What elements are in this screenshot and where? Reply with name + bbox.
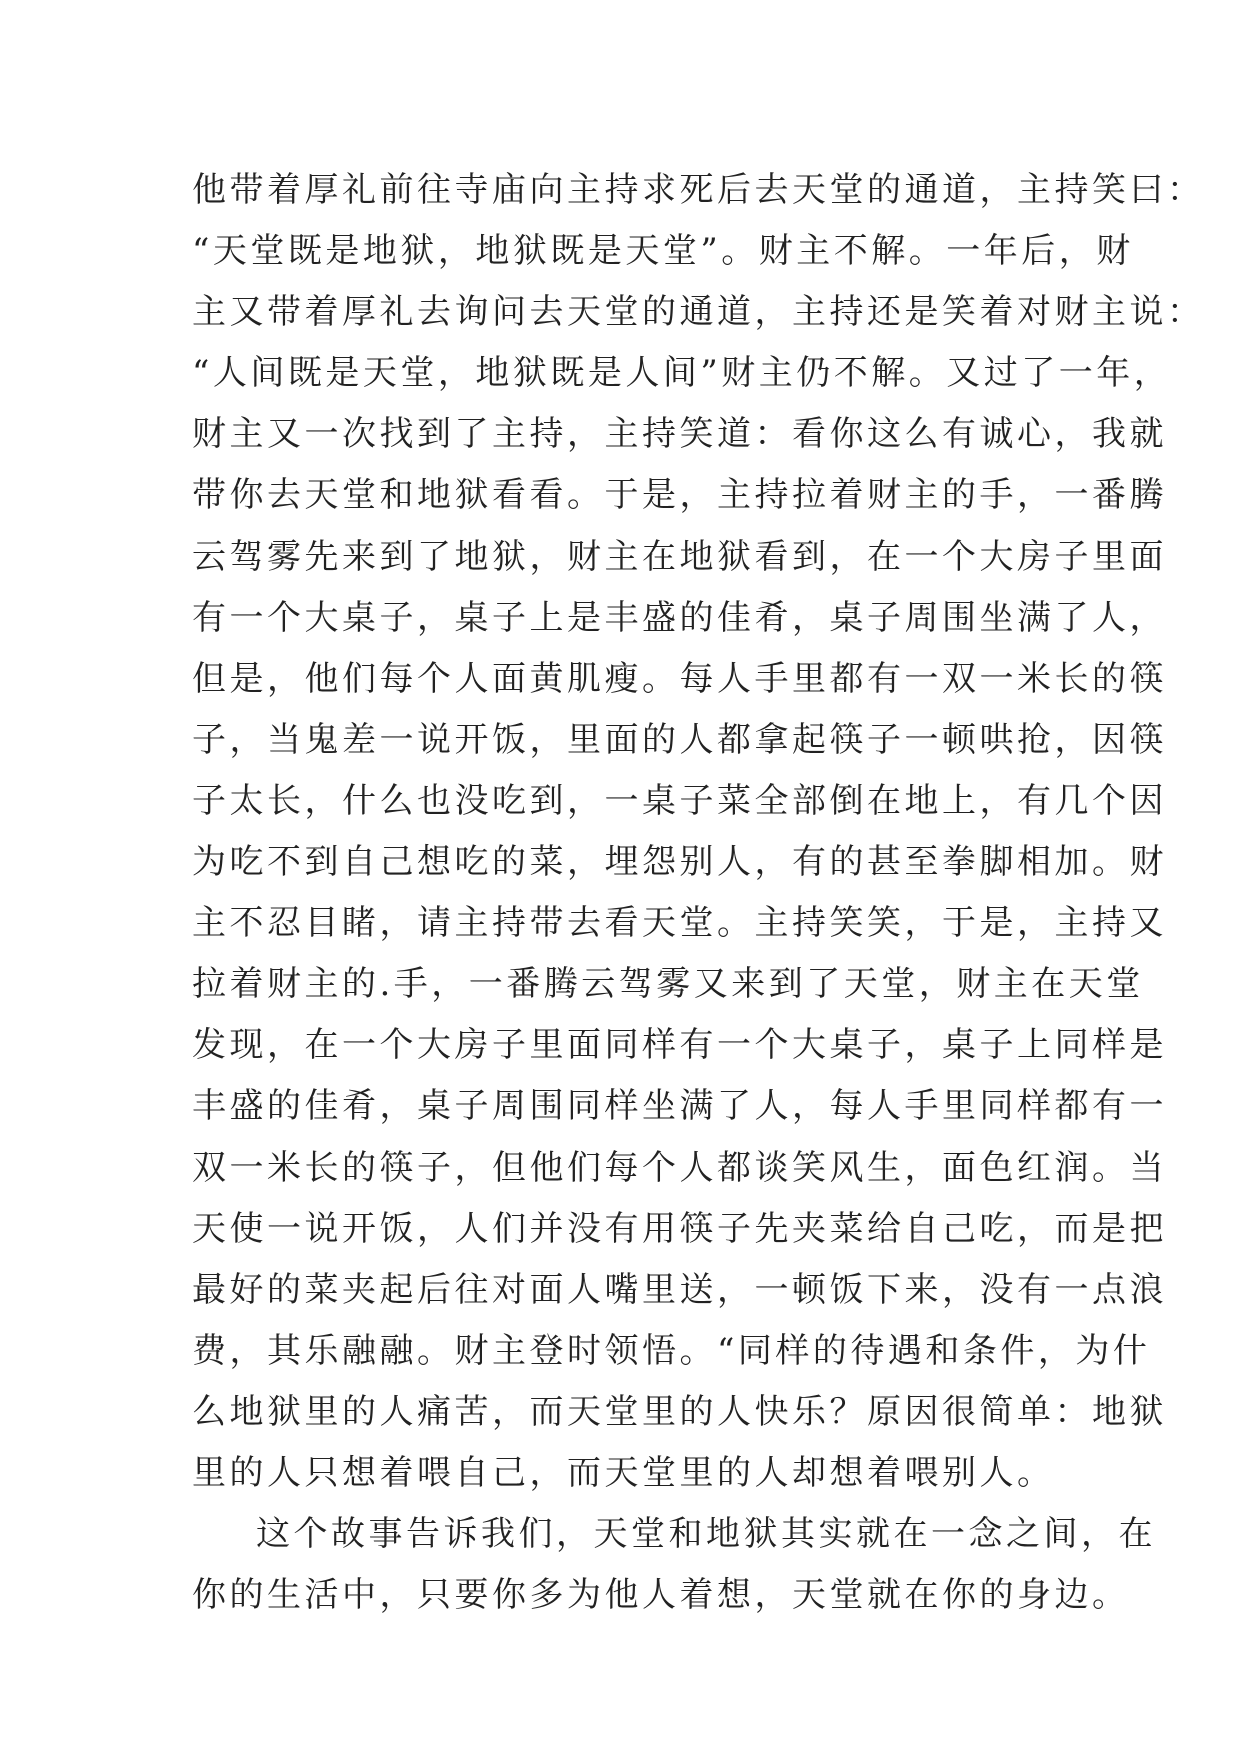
text-line: 子太长，什么也没吃到，一桌子菜全部倒在地上，有几个因: [192, 780, 1167, 821]
text-line: 么地狱里的人痛苦，而天堂里的人快乐？原因很简单：地狱: [192, 1391, 1167, 1432]
text-line: “天堂既是地狱，地狱既是天堂”。财主不解。一年后，财: [192, 231, 1134, 272]
text-line: 子，当鬼差一说开饭，里面的人都拿起筷子一顿哄抢，因筷: [192, 719, 1167, 760]
text-line: “人间既是天堂，地狱既是人间”财主仍不解。又过了一年，: [192, 353, 1172, 394]
story-text: [192, 160, 1205, 1626]
text-line: 双一米长的筷子，但他们每个人都谈笑风生，面色红润。当: [192, 1147, 1167, 1188]
text-line: 但是，他们每个人面黄肌瘦。每人手里都有一双一米长的筷: [192, 658, 1167, 699]
text-line: 主不忍目睹，请主持带去看天堂。主持笑笑，于是，主持又: [192, 903, 1167, 944]
text-line: 主又带着厚礼去询问去天堂的通道，主持还是笑着对财主说：: [192, 292, 1205, 333]
text-line: 有一个大桌子，桌子上是丰盛的佳肴，桌子周围坐满了人，: [192, 597, 1167, 638]
text-line: 里的人只想着喂自己，而天堂里的人却想着喂别人。: [192, 1452, 1055, 1493]
text-line: 费，其乐融融。财主登时领悟。“同样的待遇和条件，为什: [192, 1330, 1151, 1371]
text-line: 发现，在一个大房子里面同样有一个大桌子，桌子上同样是: [192, 1025, 1167, 1066]
text-line: 他带着厚礼前往寺庙向主持求死后去天堂的通道，主持笑曰：: [192, 170, 1205, 210]
text-line: 丰盛的佳肴，桌子周围同样坐满了人，每人手里同样都有一: [192, 1086, 1167, 1127]
text-line: 你的生活中，只要你多为他人着想，天堂就在你的身边。: [192, 1575, 1130, 1616]
text-line: 拉着财主的.手，一番腾云驾雾又来到了天堂，财主在天堂: [192, 964, 1144, 1005]
text-line: 财主又一次找到了主持，主持笑道：看你这么有诚心，我就: [192, 414, 1167, 455]
text-line: 云驾雾先来到了地狱，财主在地狱看到，在一个大房子里面: [192, 536, 1167, 577]
paragraph-start-line: 这个故事告诉我们，天堂和地狱其实就在一念之间，在: [256, 1514, 1156, 1555]
text-line: 最好的菜夹起后往对面人嘴里送，一顿饭下来，没有一点浪: [192, 1269, 1167, 1310]
text-line: 天使一说开饭，人们并没有用筷子先夹菜给自己吃，而是把: [192, 1208, 1167, 1249]
text-line: 为吃不到自己想吃的菜，埋怨别人，有的甚至拳脚相加。财: [192, 842, 1167, 883]
text-line: 带你去天堂和地狱看看。于是，主持拉着财主的手，一番腾: [192, 475, 1167, 516]
